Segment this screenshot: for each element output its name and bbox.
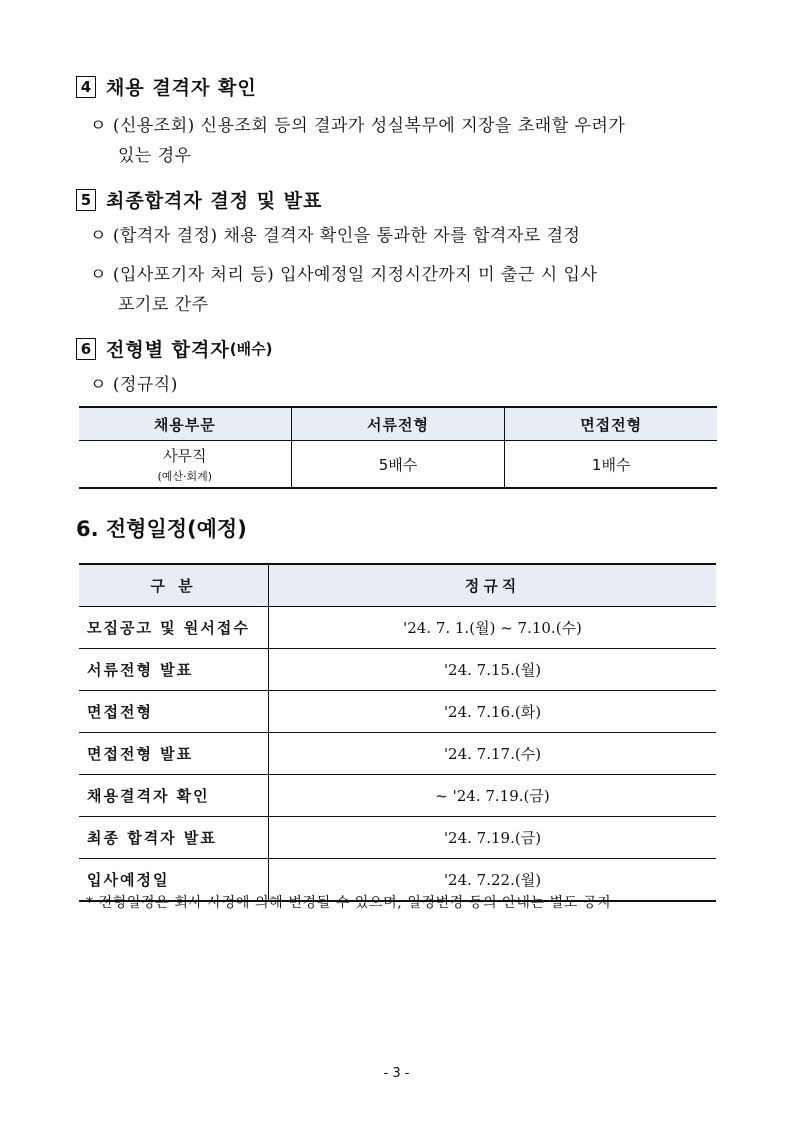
- row-value: '24. 7. 1.(월) ~ 7.10.(수): [269, 607, 717, 649]
- section-heading-5: [76, 186, 322, 213]
- section-title: 전형별 합격자: [106, 339, 230, 361]
- row-value: ~ '24. 7.19.(금): [269, 775, 717, 817]
- section-heading-6: [76, 335, 272, 362]
- section-title: 채용 결격자 확인: [106, 77, 257, 99]
- row-label: 입사예정일: [79, 859, 269, 902]
- row-label: 서류전형 발표: [79, 649, 269, 691]
- column-header: 정규직: [269, 564, 717, 607]
- column-header: 구 분: [79, 564, 269, 607]
- bullet-credit-check: [90, 111, 720, 171]
- schedule-note: * 전형일정은 회사 사정에 의해 변경될 수 있으며, 일정변경 등의 안내는 별도 공지: [86, 895, 612, 911]
- row-value: '24. 7.15.(월): [269, 649, 717, 691]
- table-header-row: [79, 564, 716, 607]
- row-label: 면접전형: [79, 691, 269, 733]
- cell-interview: 1배수: [505, 441, 717, 489]
- bullet-text-continued: 있는 경우: [118, 146, 192, 166]
- row-label: 채용결격자 확인: [79, 775, 269, 817]
- page-number: - 3 -: [383, 1066, 410, 1081]
- row-value: '24. 7.22.(월): [269, 859, 717, 902]
- table-row: [79, 607, 716, 649]
- column-header: 채용부문: [79, 407, 291, 441]
- schedule-heading: 6. 전형일정(예정): [76, 517, 247, 541]
- row-value: '24. 7.16.(화): [269, 691, 717, 733]
- table-row: [79, 775, 716, 817]
- section-heading-4: [76, 73, 257, 100]
- selection-ratio-table: [79, 406, 717, 489]
- section-number-box: 4: [76, 76, 96, 98]
- table-row: [79, 691, 716, 733]
- table-row: [79, 817, 716, 859]
- row-value: '24. 7.19.(금): [269, 817, 717, 859]
- bullet-text-continued: 포기로 간주: [118, 295, 209, 315]
- section-number-box: 5: [76, 189, 96, 211]
- column-header: 서류전형: [291, 407, 505, 441]
- bullet-text: ㅇ (신용조회) 신용조회 등의 결과가 성실복무에 지장을 초래할 우려가: [90, 116, 626, 136]
- section-number-box: 6: [76, 338, 96, 360]
- row-label: 모집공고 및 원서접수: [79, 607, 269, 649]
- bullet-withdrawal: [90, 260, 720, 320]
- bullet-regular: [90, 370, 720, 400]
- schedule-table: [79, 563, 716, 902]
- bullet-text: ㅇ (정규직): [90, 375, 178, 395]
- dept-sub: (예산·회계): [157, 469, 213, 483]
- bullet-pass-decision: [90, 221, 720, 251]
- row-label: 면접전형 발표: [79, 733, 269, 775]
- table-row: [79, 441, 717, 489]
- section-title: 최종합격자 결정 및 발표: [106, 190, 323, 212]
- table-row: [79, 733, 716, 775]
- section-title-suffix: (배수): [229, 340, 273, 358]
- column-header: 면접전형: [505, 407, 717, 441]
- table-row: [79, 649, 716, 691]
- row-label: 최종 합격자 발표: [79, 817, 269, 859]
- cell-dept: [79, 441, 291, 489]
- bullet-text: ㅇ (합격자 결정) 채용 결격자 확인을 통과한 자를 합격자로 결정: [90, 226, 581, 246]
- cell-doc: 5배수: [291, 441, 505, 489]
- row-value: '24. 7.17.(수): [269, 733, 717, 775]
- bullet-text: ㅇ (입사포기자 처리 등) 입사예정일 지정시간까지 미 출근 시 입사: [90, 265, 598, 285]
- dept-name: 사무직: [163, 446, 207, 465]
- table-header-row: [79, 407, 717, 441]
